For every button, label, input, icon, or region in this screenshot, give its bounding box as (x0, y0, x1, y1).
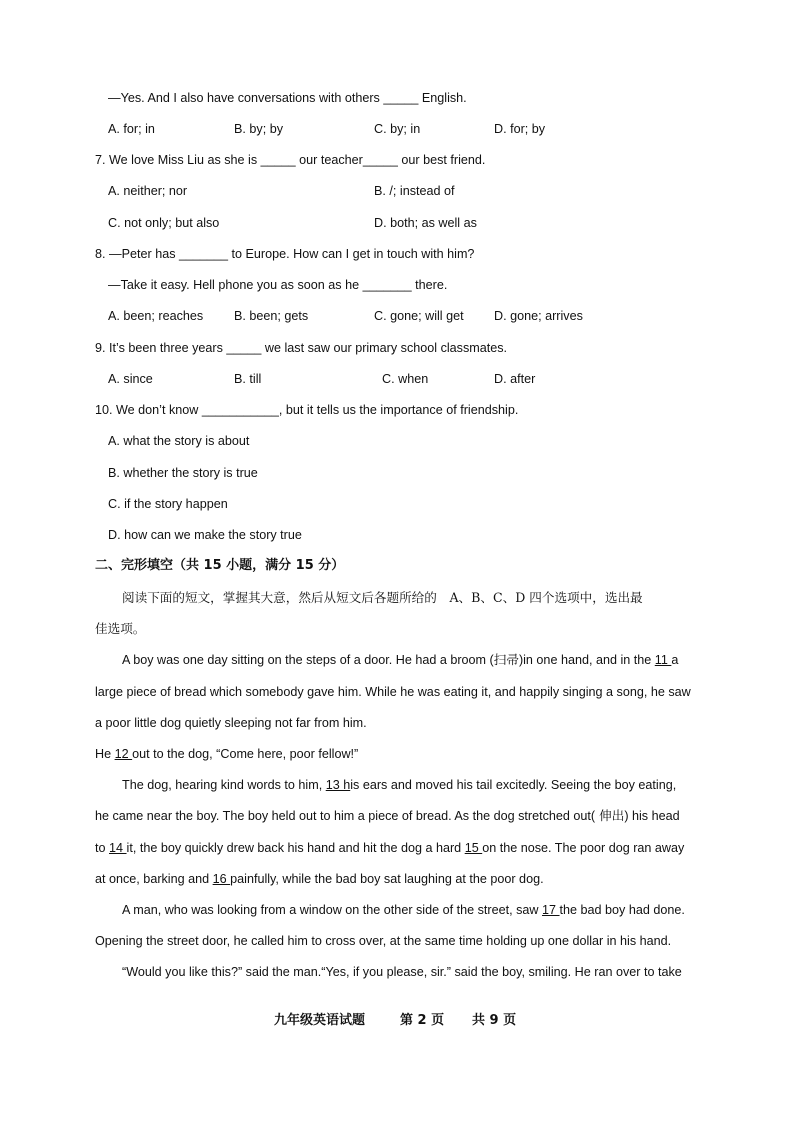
q8-option-b: B. been; gets (234, 309, 309, 323)
q7-option-c: C. not only; but also (108, 216, 220, 230)
q8-option-d: D. gone; arrives (494, 309, 583, 323)
section-instruction: 阅读下面的短文，掌握其大意，然后从短文后各题所给的 A、B、C、D 四个选项中，选出最 (122, 590, 643, 605)
passage-line-6: he came near the boy. The boy held out to him a piece of bread. As the dog stretched out( 伸出) his head (95, 808, 680, 823)
section-heading: 二、完形填空（共 15 小题，满分 15 分） (95, 558, 345, 573)
q6-option-d: D. for; by (494, 122, 546, 136)
q9-stem: 9. It’s been three years _____ we last saw our primary school classmates. (95, 341, 508, 355)
q10-option-a: A. what the story is about (108, 434, 250, 448)
passage-line-11: “Would you like this?” said the man.“Yes, if you please, sir.” said the boy, smiling. He ran over to take (122, 965, 682, 979)
blank-16: 16 (212, 872, 231, 886)
q8-option-a: A. been; reaches (108, 309, 204, 323)
blank-12: 12 (114, 747, 133, 761)
q7-option-a: A. neither; nor (108, 184, 188, 198)
q9-option-b: B. till (234, 372, 262, 386)
q7-stem: 7. We love Miss Liu as she is _____ our teacher_____ our best friend. (95, 153, 486, 167)
q10-option-c: C. if the story happen (108, 497, 228, 511)
passage-line-1: A boy was one day sitting on the steps of a door. He had a broom (扫帚)in one hand, and in the 11 a (122, 652, 679, 667)
blank-11: 11 (654, 653, 672, 667)
footer-total-pages: 共 9 页 (472, 1013, 517, 1028)
q9-option-a: A. since (108, 372, 153, 386)
blank-17: 17 (542, 903, 560, 917)
q7-option-d: D. both; as well as (374, 216, 477, 230)
blank-13: 13 h (325, 778, 351, 792)
q6-answer-line: —Yes. And I also have conversations with others _____ English. (108, 91, 467, 105)
q10-option-d: D. how can we make the story true (108, 528, 302, 542)
q7-option-b: B. /; instead of (374, 184, 455, 198)
section-instruction-cont: 佳选项。 (95, 621, 146, 636)
passage-line-8: at once, barking and 16 painfully, while the bad boy sat laughing at the poor dog. (95, 872, 544, 886)
blank-15: 15 (464, 841, 483, 855)
passage-line-9: A man, who was looking from a window on the other side of the street, saw 17 the bad boy had done. (122, 903, 685, 917)
passage-line-2: large piece of bread which somebody gave him. While he was eating it, and happily singing a song, he saw (95, 685, 691, 699)
passage-line-3: a poor little dog quietly sleeping not far from him. (95, 716, 367, 730)
blank-14: 14 (109, 841, 127, 855)
q8-answer-line: —Take it easy. Hell phone you as soon as he _______ there. (108, 278, 448, 292)
footer-page-number: 第 2 页 (400, 1013, 445, 1028)
q10-option-b: B. whether the story is true (108, 466, 258, 480)
chinese-gloss: 扫帚 (493, 652, 519, 667)
passage-line-4: He 12 out to the dog, “Come here, poor fellow!” (95, 747, 359, 761)
chinese-gloss: 伸出 (595, 808, 625, 823)
q8-stem: 8. —Peter has _______ to Europe. How can I get in touch with him? (95, 247, 475, 261)
passage-line-5: The dog, hearing kind words to him, 13 his ears and moved his tail excitedly. Seeing the boy eating, (122, 778, 677, 792)
q8-option-c: C. gone; will get (374, 309, 464, 323)
q6-option-a: A. for; in (108, 122, 155, 136)
q6-option-c: C. by; in (374, 122, 421, 136)
q9-option-d: D. after (494, 372, 536, 386)
passage-line-10: Opening the street door, he called him to cross over, at the same time holding up one dollar in his hand. (95, 934, 672, 948)
passage-line-7: to 14 it, the boy quickly drew back his hand and hit the dog a hard 15 on the nose. The poor dog ran away (95, 841, 685, 855)
q9-option-c: C. when (382, 372, 429, 386)
q10-stem: 10. We don’t know ___________, but it tells us the importance of friendship. (95, 403, 519, 417)
footer-title: 九年级英语试题 (274, 1013, 366, 1028)
q6-option-b: B. by; by (234, 122, 283, 136)
